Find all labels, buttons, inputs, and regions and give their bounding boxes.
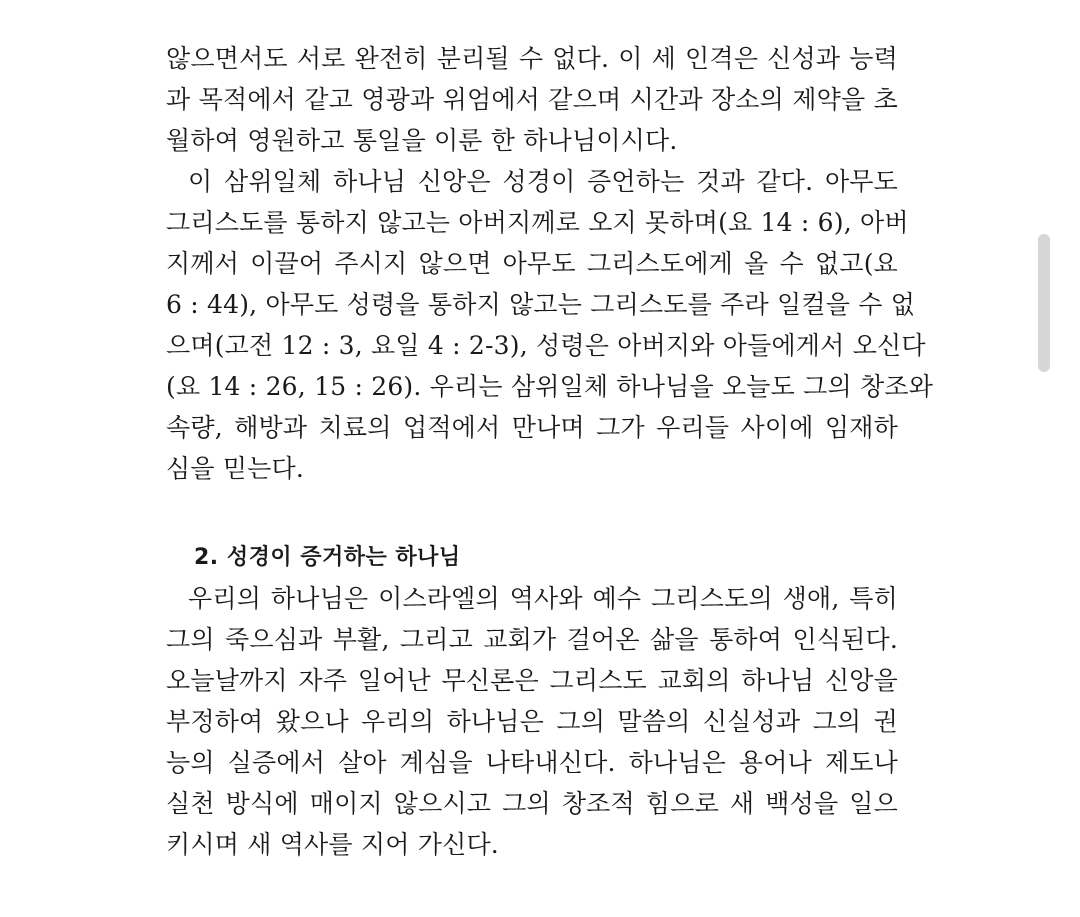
text-line: 부정하여 왔으나 우리의 하나님은 그의 말씀의 신실성과 그의 권: [166, 707, 898, 736]
text-line: 키시며 새 역사를 지어 가신다.: [166, 830, 499, 859]
paragraph-3: [166, 578, 898, 865]
text-line: 오늘날까지 자주 일어난 무신론은 그리스도 교회의 하나님 신앙을: [166, 666, 898, 695]
text-line: 않으면서도 서로 완전히 분리될 수 없다. 이 세 인격은 신성과 능력: [166, 44, 898, 73]
text-line: 그리스도를 통하지 않고는 아버지께로 오지 못하며(요 14 : 6), 아버: [166, 208, 909, 237]
text-line: 속량, 해방과 치료의 업적에서 만나며 그가 우리들 사이에 임재하: [166, 413, 898, 442]
scrollbar-track[interactable]: [1038, 0, 1050, 917]
text-line: 우리의 하나님은 이스라엘의 역사와 예수 그리스도의 생애, 특히: [188, 584, 898, 613]
paragraph-2: [166, 161, 934, 489]
scrollbar-thumb[interactable]: [1038, 234, 1050, 372]
text-line: 월하여 영원하고 통일을 이룬 한 하나님이시다.: [166, 126, 678, 155]
text-line: 6 : 44), 아무도 성령을 통하지 않고는 그리스도를 주라 일컬을 수 없: [166, 290, 916, 319]
text-line: 능의 실증에서 살아 계심을 나타내신다. 하나님은 용어나 제도나: [166, 748, 898, 777]
text-line: 지께서 이끌어 주시지 않으면 아무도 그리스도에게 올 수 없고(요: [166, 249, 898, 278]
text-line: 이 삼위일체 하나님 신앙은 성경이 증언하는 것과 같다. 아무도: [188, 167, 898, 196]
text-line: 과 목적에서 같고 영광과 위엄에서 같으며 시간과 장소의 제약을 초: [166, 85, 898, 114]
paragraph-1: [166, 38, 898, 161]
text-line: (요 14 : 26, 15 : 26). 우리는 삼위일체 하나님을 오늘도 그의 창조와: [166, 372, 934, 401]
text-line: 으며(고전 12 : 3, 요일 4 : 2-3), 성령은 아버지와 아들에게서 오신다: [166, 331, 926, 360]
text-line: 실천 방식에 매이지 않으시고 그의 창조적 힘으로 새 백성을 일으: [166, 789, 898, 818]
section-heading: 2. 성경이 증거하는 하나님: [194, 545, 461, 570]
document-page: [166, 38, 934, 865]
text-line: 심을 믿는다.: [166, 454, 305, 483]
section-spacer: [166, 489, 898, 537]
text-line: 그의 죽으심과 부활, 그리고 교회가 걸어온 삶을 통하여 인식된다.: [166, 625, 898, 654]
